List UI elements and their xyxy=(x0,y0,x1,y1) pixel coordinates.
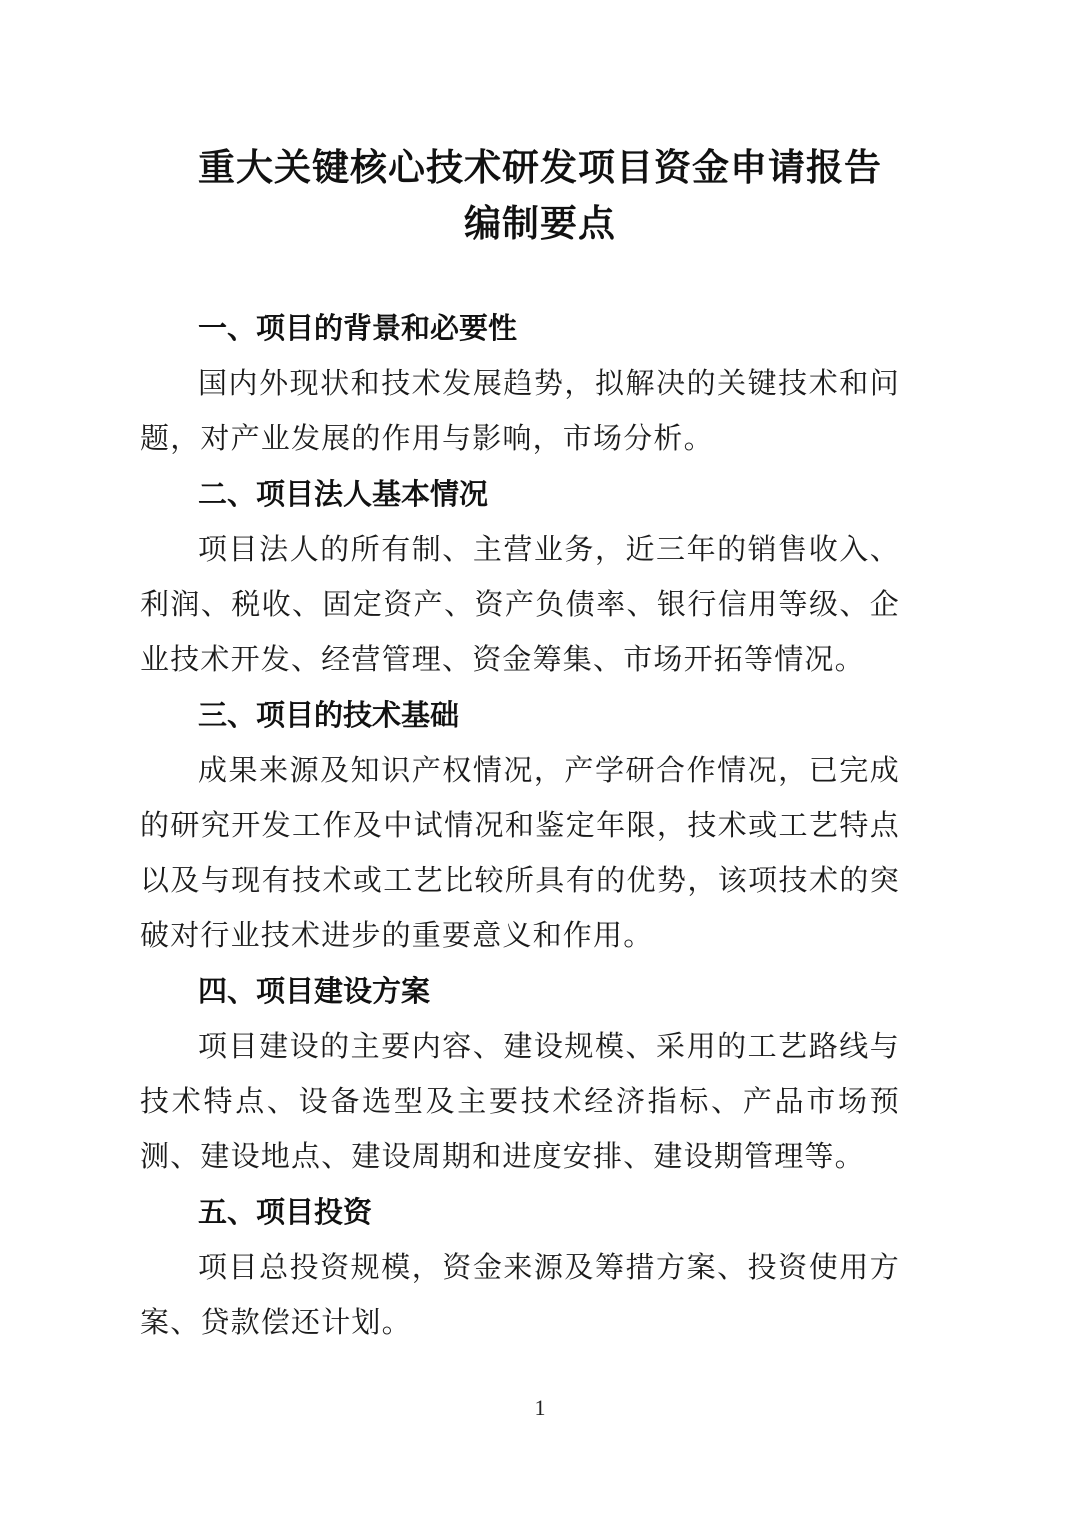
section-heading: 三、项目的技术基础 xyxy=(198,698,460,732)
section-paragraph: 成果来源及知识产权情况，产学研合作情况，已完成的研究开发工作及中试情况和鉴定年限，技术或工艺特点以及与现有技术或工艺比较所具有的优势，该项技术的突破对行业技术进步的重要意义和作用。 xyxy=(140,753,900,952)
section-paragraph: 项目总投资规模，资金来源及筹措方案、投资使用方案、贷款偿还计划。 xyxy=(140,1250,900,1339)
section-technical-basis xyxy=(140,687,900,963)
section-paragraph: 项目建设的主要内容、建设规模、采用的工艺路线与技术特点、设备选型及主要技术经济指标、产品市场预测、建设地点、建设周期和进度安排、建设期管理等。 xyxy=(140,1029,900,1173)
section-investment xyxy=(140,1184,900,1350)
section-construction-plan xyxy=(140,963,900,1184)
section-heading: 四、项目建设方案 xyxy=(198,974,431,1008)
document-title xyxy=(0,140,1080,252)
document-title-line-1: 重大关键核心技术研发项目资金申请报告 xyxy=(198,146,882,189)
section-background xyxy=(140,300,900,466)
page-number: 1 xyxy=(534,1395,546,1420)
document-title-line-2: 编制要点 xyxy=(464,202,616,245)
section-paragraph: 项目法人的所有制、主营业务，近三年的销售收入、利润、税收、固定资产、资产负债率、银行信用等级、企业技术开发、经营管理、资金筹集、市场开拓等情况。 xyxy=(140,532,900,676)
section-heading: 一、项目的背景和必要性 xyxy=(198,311,518,345)
section-heading: 二、项目法人基本情况 xyxy=(198,477,489,511)
section-legal-entity xyxy=(140,466,900,687)
section-heading: 五、项目投资 xyxy=(198,1195,373,1229)
section-paragraph: 国内外现状和技术发展趋势，拟解决的关键技术和问题，对产业发展的作用与影响，市场分析。 xyxy=(140,366,900,455)
document-body xyxy=(140,300,900,1350)
